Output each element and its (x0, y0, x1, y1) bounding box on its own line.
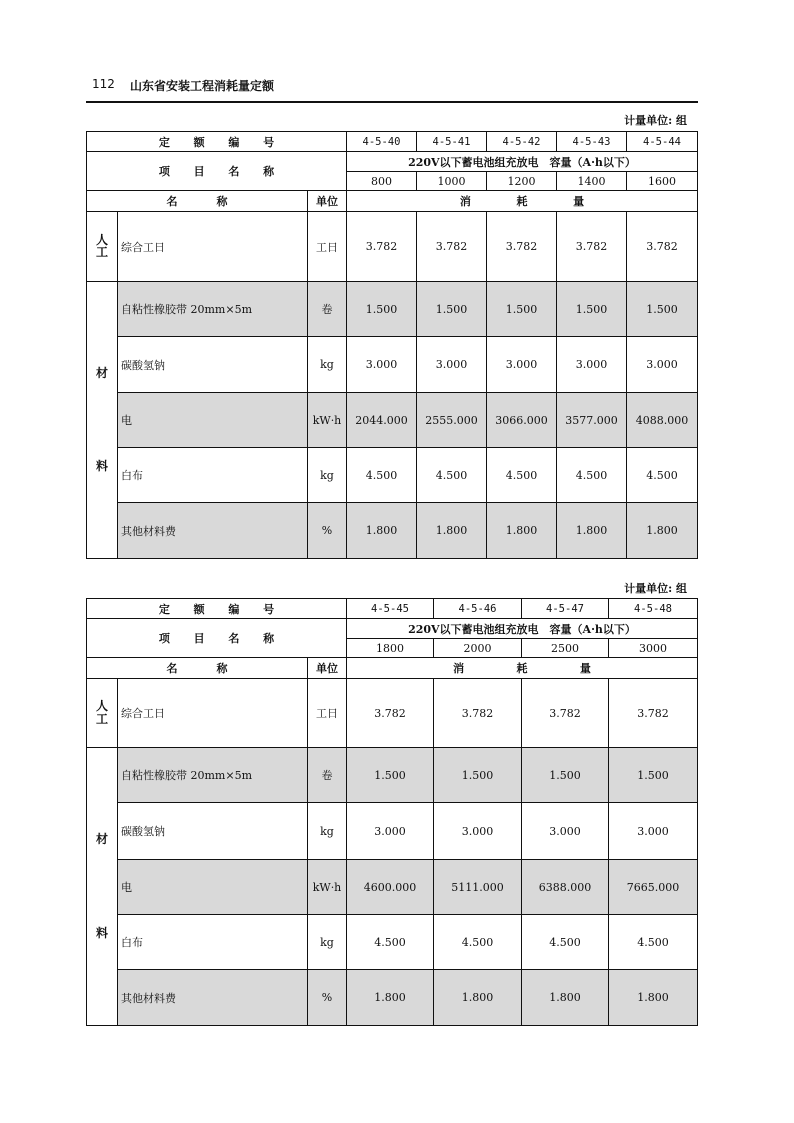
cell-value: 4.500 (487, 448, 557, 503)
item-name: 其他材料费 (118, 503, 308, 559)
item-unit: kW·h (308, 393, 347, 448)
cell-value: 3.782 (522, 679, 609, 748)
item-name: 电 (118, 393, 308, 448)
item-unit: 工日 (308, 679, 347, 748)
cell-value: 2555.000 (417, 393, 487, 448)
table-row (87, 448, 698, 503)
cell-value: 3.000 (557, 337, 627, 393)
table-row (87, 803, 698, 860)
cell-value: 1.800 (417, 503, 487, 559)
quota-code: 4-5-43 (557, 132, 627, 152)
cell-value: 3.000 (417, 337, 487, 393)
cell-value: 1.500 (557, 282, 627, 337)
item-description: 220V以下蓄电池组充放电 容量（A·h以下） (347, 619, 698, 639)
cell-value: 3.782 (557, 212, 627, 282)
cell-value: 3.782 (347, 212, 417, 282)
capacity-value: 800 (347, 172, 417, 191)
capacity-value: 3000 (609, 639, 698, 658)
table-row (87, 970, 698, 1026)
item-name: 综合工日 (118, 212, 308, 282)
group-material-label: 材 料 (87, 282, 118, 559)
capacity-value: 1400 (557, 172, 627, 191)
cell-value: 3.000 (434, 803, 522, 860)
cell-value: 1.500 (434, 748, 522, 803)
table-row (87, 748, 698, 803)
quota-code: 4-5-40 (347, 132, 417, 152)
cell-value: 3.000 (609, 803, 698, 860)
item-unit: % (308, 970, 347, 1026)
cell-value: 3.782 (417, 212, 487, 282)
page-header (86, 73, 698, 103)
capacity-value: 2000 (434, 639, 522, 658)
column-header-row (87, 191, 698, 212)
item-header: 项 目 名 称 (87, 619, 347, 658)
cell-value: 3.000 (347, 337, 417, 393)
consumption-header: 消 耗 量 (347, 658, 698, 679)
cell-value: 1.500 (609, 748, 698, 803)
cell-value: 1.800 (522, 970, 609, 1026)
cell-value: 6388.000 (522, 860, 609, 915)
code-row (87, 599, 698, 619)
cell-value: 3.782 (487, 212, 557, 282)
cell-value: 3.000 (522, 803, 609, 860)
cell-value: 3.782 (347, 679, 434, 748)
table-row (87, 503, 698, 559)
cell-value: 4.500 (417, 448, 487, 503)
quota-code: 4-5-46 (434, 599, 522, 619)
item-name: 自粘性橡胶带 20mm×5m (118, 282, 308, 337)
cell-value: 4.500 (434, 915, 522, 970)
unit-header: 单位 (308, 191, 347, 212)
cell-value: 1.500 (522, 748, 609, 803)
table-row (87, 860, 698, 915)
code-header: 定 额 编 号 (87, 599, 347, 619)
capacity-value: 2500 (522, 639, 609, 658)
cell-value: 4.500 (347, 448, 417, 503)
cell-value: 4600.000 (347, 860, 434, 915)
page-number: 112 (92, 77, 115, 91)
capacity-value: 1600 (627, 172, 698, 191)
cell-value: 3.000 (627, 337, 698, 393)
code-row (87, 132, 698, 152)
group-material-label: 材 料 (87, 748, 118, 1026)
cell-value: 4.500 (609, 915, 698, 970)
cell-value: 4.500 (557, 448, 627, 503)
consumption-header: 消 耗 量 (347, 191, 698, 212)
cell-value: 2044.000 (347, 393, 417, 448)
group-labor-label: 人工 (87, 679, 118, 748)
quota-code: 4-5-44 (627, 132, 698, 152)
item-name: 白布 (118, 448, 308, 503)
cell-value: 1.500 (417, 282, 487, 337)
table-row (87, 212, 698, 282)
unit-note-2: 计量单位: 组 (624, 582, 687, 595)
cell-value: 3.782 (609, 679, 698, 748)
cell-value: 3.782 (627, 212, 698, 282)
group-labor-label: 人工 (87, 212, 118, 282)
item-unit: 卷 (308, 748, 347, 803)
item-unit: kW·h (308, 860, 347, 915)
cell-value: 3.782 (434, 679, 522, 748)
quota-code: 4-5-45 (347, 599, 434, 619)
item-header: 项 目 名 称 (87, 152, 347, 191)
cell-value: 1.500 (347, 282, 417, 337)
capacity-value: 1000 (417, 172, 487, 191)
cell-value: 1.800 (347, 970, 434, 1026)
quota-table-2 (86, 598, 698, 1026)
cell-value: 1.500 (627, 282, 698, 337)
quota-code: 4-5-48 (609, 599, 698, 619)
item-unit: 工日 (308, 212, 347, 282)
item-description: 220V以下蓄电池组充放电 容量（A·h以下） (347, 152, 698, 172)
cell-value: 1.800 (434, 970, 522, 1026)
item-unit: 卷 (308, 282, 347, 337)
quota-code: 4-5-41 (417, 132, 487, 152)
name-header: 名 称 (87, 191, 308, 212)
book-title: 山东省安装工程消耗量定额 (130, 79, 275, 93)
cell-value: 3577.000 (557, 393, 627, 448)
cell-value: 3.000 (347, 803, 434, 860)
cell-value: 1.800 (627, 503, 698, 559)
table-row (87, 679, 698, 748)
table-row (87, 915, 698, 970)
table-row (87, 337, 698, 393)
capacity-value: 1200 (487, 172, 557, 191)
code-header: 定 额 编 号 (87, 132, 347, 152)
item-unit: kg (308, 915, 347, 970)
item-name: 碳酸氢钠 (118, 337, 308, 393)
cell-value: 1.800 (347, 503, 417, 559)
column-header-row (87, 658, 698, 679)
item-unit: kg (308, 803, 347, 860)
cell-value: 4088.000 (627, 393, 698, 448)
cell-value: 1.800 (487, 503, 557, 559)
item-unit: kg (308, 448, 347, 503)
cell-value: 1.500 (487, 282, 557, 337)
cell-value: 4.500 (347, 915, 434, 970)
cell-value: 1.800 (609, 970, 698, 1026)
cell-value: 4.500 (522, 915, 609, 970)
quota-code: 4-5-47 (522, 599, 609, 619)
name-header: 名 称 (87, 658, 308, 679)
item-name: 白布 (118, 915, 308, 970)
item-name: 碳酸氢钠 (118, 803, 308, 860)
cell-value: 3.000 (487, 337, 557, 393)
table-row (87, 393, 698, 448)
unit-header: 单位 (308, 658, 347, 679)
cell-value: 1.500 (347, 748, 434, 803)
cell-value: 4.500 (627, 448, 698, 503)
cell-value: 1.800 (557, 503, 627, 559)
item-name: 其他材料费 (118, 970, 308, 1026)
quota-code: 4-5-42 (487, 132, 557, 152)
item-unit: % (308, 503, 347, 559)
unit-note-1: 计量单位: 组 (624, 114, 687, 127)
item-name: 电 (118, 860, 308, 915)
item-name: 自粘性橡胶带 20mm×5m (118, 748, 308, 803)
cell-value: 7665.000 (609, 860, 698, 915)
capacity-value: 1800 (347, 639, 434, 658)
table-row (87, 282, 698, 337)
cell-value: 5111.000 (434, 860, 522, 915)
quota-table-1 (86, 131, 698, 559)
item-unit: kg (308, 337, 347, 393)
cell-value: 3066.000 (487, 393, 557, 448)
item-name: 综合工日 (118, 679, 308, 748)
